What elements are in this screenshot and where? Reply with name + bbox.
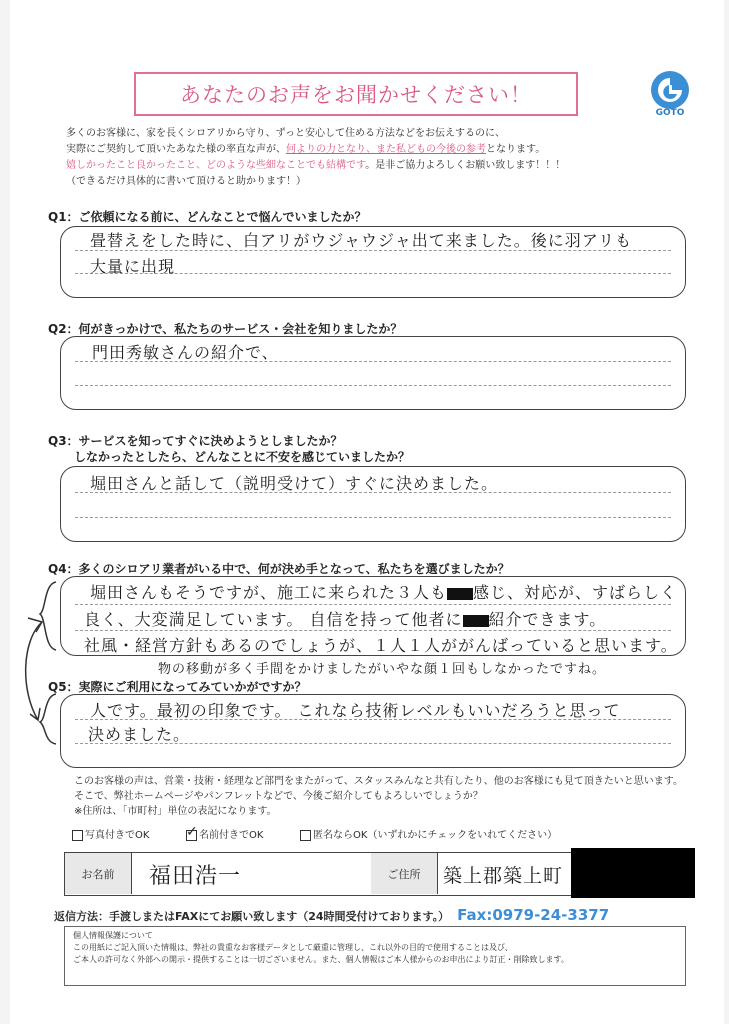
logo-text: GOTO bbox=[655, 108, 685, 118]
option-anon[interactable]: 匿名ならOK（いずれかにチェックをいれてください） bbox=[300, 826, 557, 841]
return-method: 返信方法：手渡しまたはFAXにてお願い致します（24時間受付けております。） Fax:0979-24-3377 bbox=[54, 906, 610, 924]
footer-line-3: ※住所は、「市町村」単位の表記になります。 bbox=[74, 806, 277, 817]
option-photo[interactable]: 写真付きでOK bbox=[72, 826, 149, 841]
question-4-label: Q4：多くのシロアリ業者がいる中で、何が決め手となって、私たちを選びましたか？ bbox=[48, 562, 510, 576]
intro-line-2a: 実際にご契約して頂いたあなた様の率直な声が、 bbox=[66, 144, 286, 155]
checkbox-photo[interactable] bbox=[72, 830, 83, 841]
redaction-block bbox=[571, 848, 695, 898]
name-value[interactable]: 福田浩一 bbox=[149, 864, 242, 889]
question-3-label-2: しなかったとしたら、どんなことに不安を感じていましたか？ bbox=[74, 450, 411, 464]
question-3-label: Q3：サービスを知ってすぐに決めようとしましたか？ bbox=[48, 434, 343, 448]
survey-sheet bbox=[10, 0, 724, 1024]
option-name[interactable]: ✓ 名前付きでOK bbox=[186, 823, 264, 841]
privacy-line-2: ご本人の許可なく外部への開示・提供することは一切ございません。また、個人情報はご本人様からのお申出により訂正・削除致します。 bbox=[73, 955, 569, 964]
intro-line-4: （できるだけ具体的に書いて頂けると助かります！） bbox=[66, 176, 306, 187]
footer-line-2: そこで、弊社ホームページやパンフレットなどで、今後ご紹介してもよろしいでしょうか？ bbox=[74, 791, 483, 802]
intro-text bbox=[66, 126, 565, 190]
intro-line-2c: となります。 bbox=[486, 144, 546, 155]
redacted-mark bbox=[447, 588, 473, 600]
fax-number: Fax:0979-24-3377 bbox=[457, 906, 610, 924]
answer-4-line-2: 良く、大変満足しています。 自信を持って他者に 紹介できます。 bbox=[84, 610, 607, 629]
handwritten-arrow-icon bbox=[16, 570, 64, 750]
answer-5-line-1: 人です。最初の印象です。 これなら技術レベルもいいだろうと思って bbox=[90, 701, 621, 720]
intro-line-3b: 。是非ご協力よろしくお願い致します！！！ bbox=[365, 160, 566, 171]
privacy-notice bbox=[64, 926, 686, 986]
intro-line-1: 多くのお客様に、家を長くシロアリから守り、ずっと安心して住める方法などをお伝えするのに、 bbox=[66, 128, 505, 139]
checkmark-icon: ✓ bbox=[186, 823, 198, 840]
answer-2-line-1: 門田秀敏さんの紹介で、 bbox=[92, 343, 279, 362]
answer-4-line-1: 堀田さんもそうですが、施工に来られた３人も 感じ、対応が、すばらしく bbox=[90, 583, 678, 602]
answer-1-line-1: 畳替えをした時に、白アリがウジャウジャ出て来ました。後に羽アリも bbox=[90, 231, 633, 250]
name-label: お名前 bbox=[65, 853, 131, 894]
question-5-label: Q5：実際にご利用になってみていかがですか？ bbox=[48, 680, 307, 694]
footer-line-1: このお客様の声は、営業・技術・経理など部門をまたがって、スタッスみんなと共有したり、他のお客様にも見て頂きたいと思います。 bbox=[74, 776, 683, 787]
intro-line-3a: 嬉しかったこと良かったこと、どのような些細なことでも結構です bbox=[66, 160, 366, 171]
answer-3-line-1: 堀田さんと話して（説明受けて）すぐに決めました。 bbox=[90, 474, 499, 493]
answer-4-note: 物の移動が多く手間をかけましたがいやな顔１回もしなかったですね。 bbox=[158, 662, 607, 677]
privacy-title: 個人情報保護について bbox=[73, 931, 153, 940]
privacy-line-1: この用紙にご記入頂いた情報は、弊社の貴重なお客様データとして厳重に管理し、これ以外の目的で使用することは及び、 bbox=[73, 943, 513, 952]
intro-line-2b: 何よりの力となり、また私どもの今後の参考 bbox=[286, 144, 486, 155]
question-1-label: Q1：ご依頼になる前に、どんなことで悩んでいましたか？ bbox=[48, 210, 367, 224]
question-2-label: Q2：何がきっかけで、私たちのサービス・会社を知りましたか？ bbox=[48, 322, 403, 336]
answer-4-line-3: 社風・経営方針もあるのでしょうが、１人１人ががんばっていると思います。 bbox=[84, 636, 678, 655]
redacted-mark-2 bbox=[463, 615, 489, 627]
answer-5-line-2: 決めました。 bbox=[88, 725, 191, 744]
address-label: ご住所 bbox=[371, 853, 437, 894]
address-value[interactable]: 築上郡築上町 bbox=[443, 865, 564, 887]
option-note: （いずれかにチェックをいれてください） bbox=[367, 830, 558, 841]
title-text: あなたのお声をお聞かせください！ bbox=[180, 83, 532, 107]
checkbox-name[interactable] bbox=[186, 823, 198, 841]
answer-1-line-2: 大量に出現 bbox=[90, 257, 176, 276]
checkbox-anon[interactable] bbox=[300, 830, 311, 841]
page-title bbox=[134, 72, 578, 116]
